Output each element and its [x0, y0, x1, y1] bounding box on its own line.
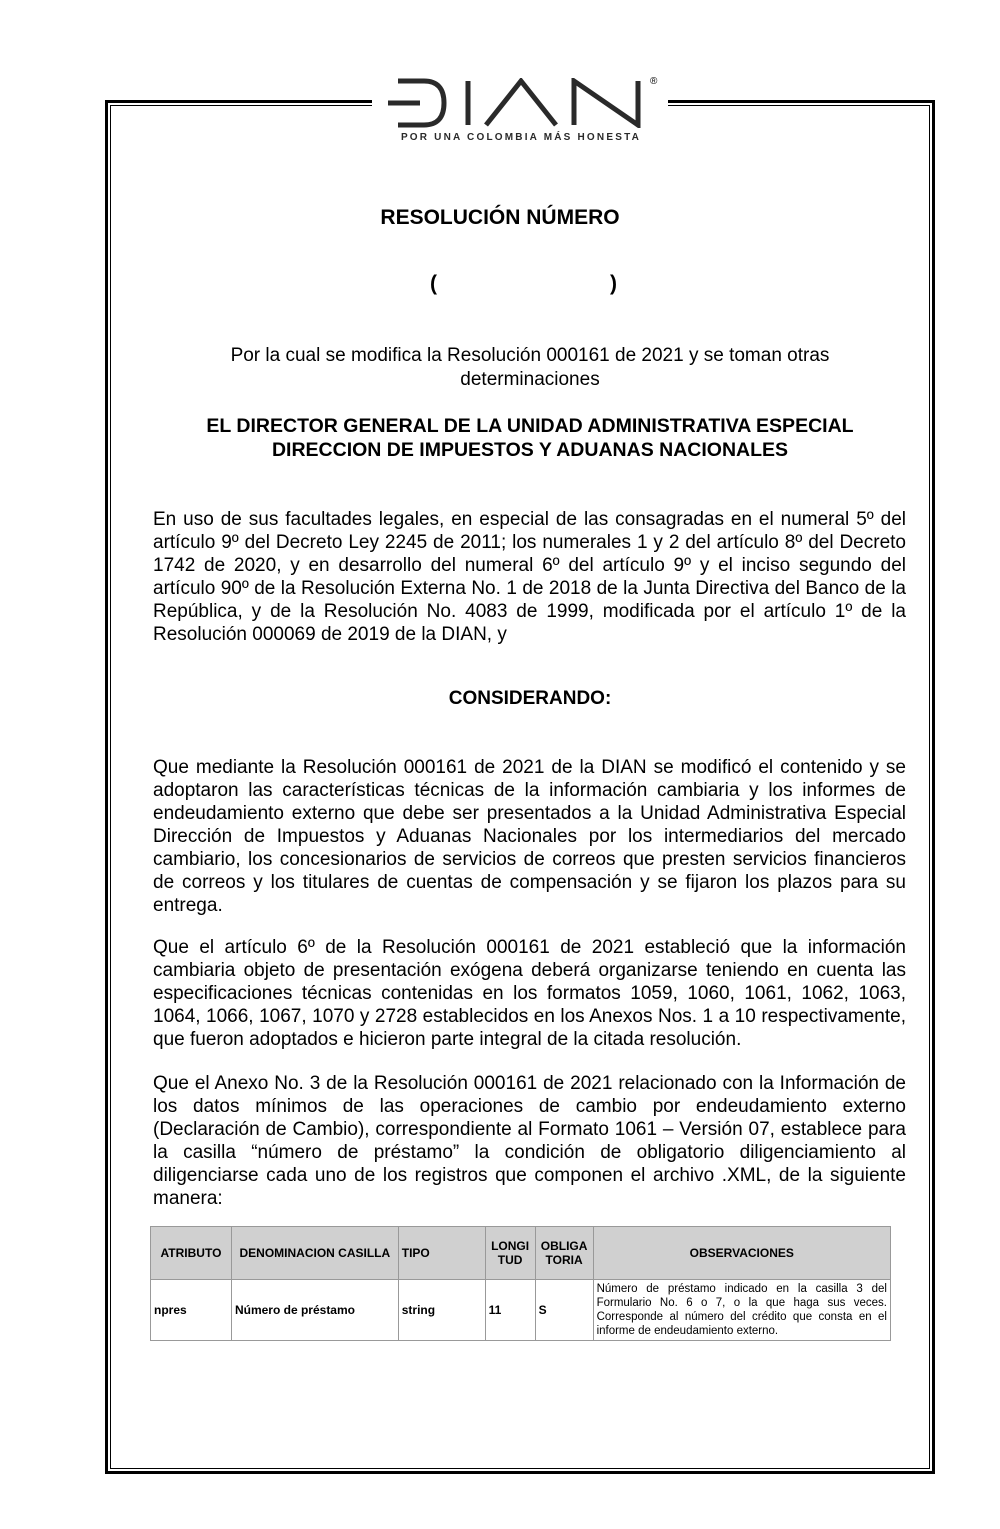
- issuing-authority: [150, 414, 910, 462]
- header-longitud: LONGI TUD: [485, 1227, 535, 1280]
- dian-logo: [372, 66, 668, 158]
- considerando-heading: CONSIDERANDO:: [448, 688, 612, 709]
- number-open-paren: (: [430, 272, 437, 295]
- dian-wordmark-icon: [386, 78, 656, 128]
- cell-denominacion: Número de préstamo: [231, 1280, 398, 1341]
- registered-mark: ®: [650, 76, 658, 87]
- authority-line-2: DIRECCION DE IMPUESTOS Y ADUANAS NACIONALES: [271, 439, 789, 461]
- authority-line-1: EL DIRECTOR GENERAL DE LA UNIDAD ADMINISTRATIVA ESPECIAL: [206, 415, 854, 437]
- cell-observaciones: Número de préstamo indicado en la casilla 3 del Formulario No. 6 o 7, o la que haga sus veces. Corresponde al número del crédito que consta en el informe de endeudamiento externo.: [593, 1280, 890, 1341]
- resolution-subtitle: Por la cual se modifica la Resolución 000161 de 2021 y se toman otras determinaciones: [230, 345, 830, 390]
- considering-paragraph-1: Que mediante la Resolución 000161 de 2021 de la DIAN se modificó el contenido y se adoptaron las características técnicas de la información cambiaria y los informes de endeudamiento externo que debe ser presentados a la Unidad Administrativa Especial Dirección de Impuestos y Aduanas Nacionales por los intermediarios del mercado cambiario, los concesionarios de servicios de correos que presten servicios financieros de correos y los titulares de cuentas de compensación y se fijaron los plazos para su entrega.: [153, 757, 906, 916]
- cell-atributo: npres: [151, 1280, 232, 1341]
- cell-tipo: string: [398, 1280, 485, 1341]
- considering-paragraph-2: Que el artículo 6º de la Resolución 000161 de 2021 estableció que la información cambiaria objeto de presentación exógena deberá organizarse teniendo en cuenta las especificaciones técnicas contenidas en los formatos 1059, 1060, 1061, 1062, 1063, 1064, 1066, 1067, 1070 y 2728 establecidos en los Anexos Nos. 1 a 10 respectivamente, que fueron adoptados e hicieron parte integral de la citada resolución.: [153, 937, 906, 1050]
- header-tipo: TIPO: [398, 1227, 485, 1280]
- considering-paragraph-3: Que el Anexo No. 3 de la Resolución 000161 de 2021 relacionado con la Información de los datos mínimos de las operaciones de cambio por endeudamiento externo (Declaración de Cambio), correspondiente al Formato 1061 – Versión 07, establece para la casilla “número de préstamo” la condición de obligatorio diligenciamiento al diligenciarse cada uno de los registros que componen el archivo .XML, de la siguiente manera:: [153, 1073, 906, 1209]
- resolution-title: RESOLUCIÓN NÚMERO: [380, 206, 620, 229]
- number-close-paren: ): [610, 272, 617, 295]
- table-row: [151, 1280, 891, 1341]
- header-obligatoria: OBLIGA TORIA: [535, 1227, 593, 1280]
- logo-tagline: POR UNA COLOMBIA MÁS HONESTA: [400, 132, 642, 143]
- specification-table: [150, 1226, 891, 1341]
- table-header-row: [151, 1227, 891, 1280]
- cell-longitud: 11: [485, 1280, 535, 1341]
- cell-obligatoria: S: [535, 1280, 593, 1341]
- header-denominacion: DENOMINACION CASILLA: [231, 1227, 398, 1280]
- preamble-paragraph: En uso de sus facultades legales, en especial de las consagradas en el numeral 5º del artículo 9º del Decreto Ley 2245 de 2011; los numerales 1 y 2 del artículo 8º del Decreto 1742 de 2020, y en desarrollo del numeral 6º del artículo 9º y el inciso segundo del artículo 90º de la Resolución Externa No. 1 de 2018 de la Junta Directiva del Banco de la República, y de la Resolución No. 4083 de 1999, modificada por el artículo 1º de la Resolución 000069 de 2019 de la DIAN, y: [153, 509, 906, 645]
- header-atributo: ATRIBUTO: [151, 1227, 232, 1280]
- header-observaciones: OBSERVACIONES: [593, 1227, 890, 1280]
